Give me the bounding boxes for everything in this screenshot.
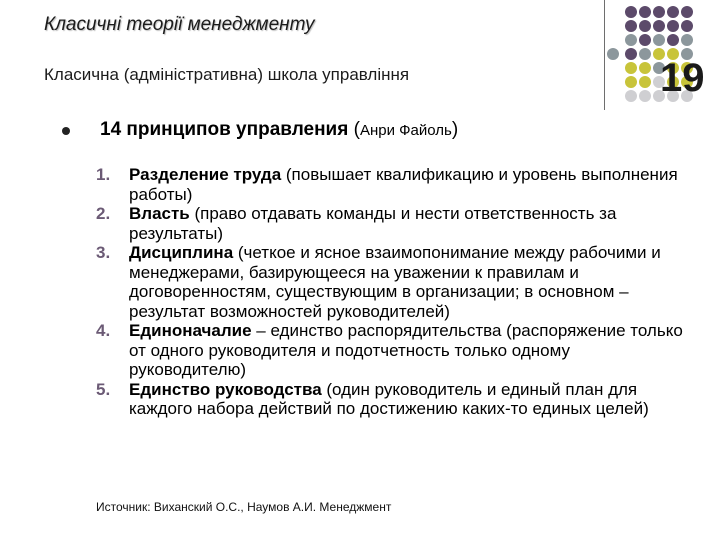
decorative-dot	[653, 20, 665, 32]
main-heading	[100, 119, 458, 141]
page-number: 19	[660, 56, 705, 100]
item-text: – единство распорядительства (распоряжение только от одного руководителя и подотчетность только одному руководителю)	[129, 321, 683, 379]
header-divider	[604, 0, 605, 110]
item-number: 3.	[96, 243, 111, 262]
decorative-dot	[639, 6, 651, 18]
item-number: 1.	[96, 165, 111, 184]
decorative-dot	[625, 34, 637, 46]
decorative-dot	[639, 62, 651, 74]
decorative-dot	[639, 48, 651, 60]
decorative-dot	[625, 20, 637, 32]
decorative-dot	[639, 90, 651, 102]
item-term: Разделение труда	[129, 165, 282, 184]
item-text: (право отдавать команды и нести ответственность за результаты)	[129, 204, 617, 243]
item-term: Дисциплина	[129, 243, 234, 262]
heading-title: 14 принципов управления	[100, 119, 349, 140]
item-term: Единоначалие	[129, 321, 252, 340]
item-term: Единство руководства	[129, 379, 322, 399]
list-item	[96, 380, 686, 419]
decorative-dot	[625, 90, 637, 102]
decorative-dot	[653, 34, 665, 46]
principles-list	[96, 165, 686, 419]
decorative-dot	[639, 76, 651, 88]
item-number: 2.	[96, 204, 111, 223]
decorative-dot	[639, 34, 651, 46]
decorative-dot	[625, 76, 637, 88]
decorative-dot	[681, 6, 693, 18]
slide-subtitle: Класична (адміністративна) школа управління	[44, 65, 410, 84]
list-item	[96, 204, 686, 243]
list-item	[96, 165, 686, 204]
item-text: (один руководитель и единый план для каждого набора действий по достижению каких-то единых целей)	[129, 379, 649, 418]
item-number: 5.	[96, 379, 111, 399]
decorative-dot	[667, 20, 679, 32]
source-citation: Источник: Виханский О.С., Наумов А.И. Менеджмент	[96, 500, 392, 514]
list-item	[96, 243, 686, 321]
decorative-dot	[625, 6, 637, 18]
item-text: (четкое и ясное взаимопонимание между рабочими и менеджерами, базирующееся на уважении к правилам и договоренностям, существующим в организации; в основном – результат возможностей руководителей)	[129, 243, 661, 321]
item-text: (повышает квалификацию и уровень выполнения работы)	[129, 165, 678, 204]
decorative-dot	[653, 6, 665, 18]
item-term: Власть	[129, 204, 190, 223]
heading-paren-open: (	[353, 119, 360, 140]
decorative-dot	[625, 62, 637, 74]
decorative-dot	[639, 20, 651, 32]
decorative-dot	[681, 20, 693, 32]
decorative-dot	[625, 48, 637, 60]
decorative-dot	[607, 48, 619, 60]
heading-author: Анри Файоль	[359, 122, 452, 139]
item-number: 4.	[96, 321, 111, 340]
decorative-dot	[681, 34, 693, 46]
heading-paren-close: )	[451, 119, 459, 140]
slide-title: Класичні теорії менеджменту	[44, 14, 315, 35]
bullet-icon	[62, 127, 70, 135]
decorative-dot	[667, 34, 679, 46]
list-item	[96, 321, 686, 380]
decorative-dot	[667, 6, 679, 18]
